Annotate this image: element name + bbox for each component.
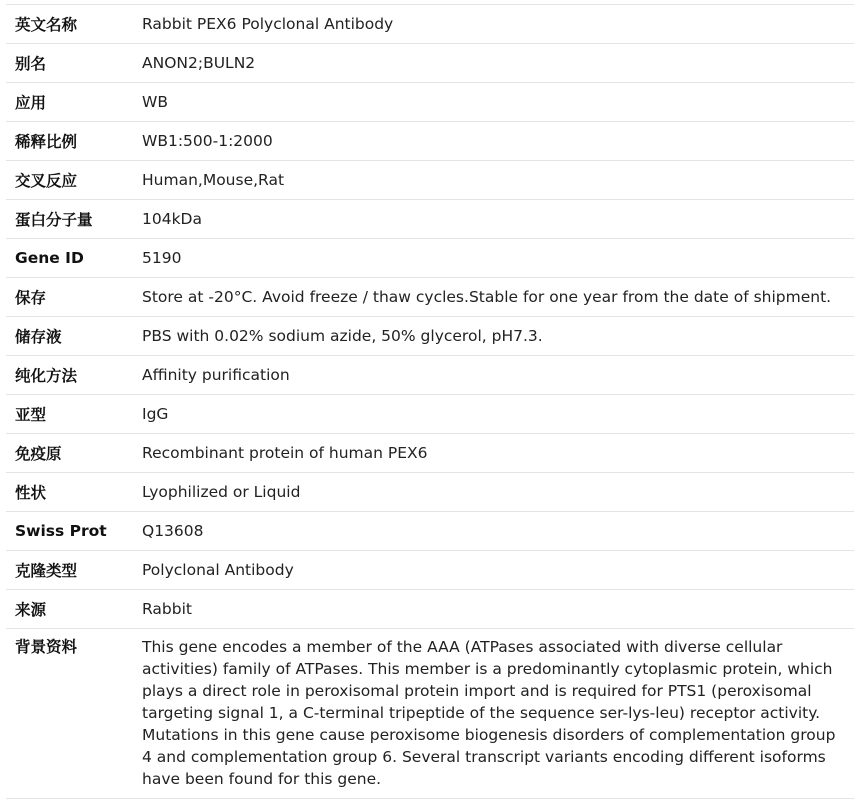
row-label: 性状 <box>15 484 47 502</box>
row-label: 储存液 <box>15 328 62 346</box>
table-row <box>6 200 854 239</box>
table-row <box>6 239 854 278</box>
table-row <box>6 122 854 161</box>
table-row <box>6 629 854 799</box>
row-value: Human,Mouse,Rat <box>142 171 285 189</box>
row-value: PBS with 0.02% sodium azide, 50% glycerol, pH7.3. <box>142 327 543 345</box>
row-value: Rabbit PEX6 Polyclonal Antibody <box>142 15 394 33</box>
table-row <box>6 512 854 551</box>
row-label: 纯化方法 <box>15 367 78 385</box>
row-label: 亚型 <box>15 406 47 424</box>
row-value: WB1:500-1:2000 <box>142 132 273 150</box>
row-value: Affinity purification <box>142 366 290 384</box>
row-label: 稀释比例 <box>15 133 78 151</box>
table-row <box>6 83 854 122</box>
table-row <box>6 278 854 317</box>
row-value: Recombinant protein of human PEX6 <box>142 444 428 462</box>
row-label: 交叉反应 <box>15 172 78 190</box>
table-row <box>6 473 854 512</box>
table-row <box>6 590 854 629</box>
table-row <box>6 317 854 356</box>
row-label: 背景资料 <box>15 638 78 656</box>
row-label: 应用 <box>15 94 47 112</box>
product-spec-table <box>6 4 854 799</box>
row-label: Swiss Prot <box>15 522 107 540</box>
row-label: 克隆类型 <box>15 562 78 580</box>
row-value: This gene encodes a member of the AAA (ATPases associated with diverse cellular activities) family of ATPases. This member is a predominantly cytoplasmic protein, which plays a direct role in peroxisomal protein import and is required for PTS1 (peroxisomal targeting signal 1, a C-terminal tripeptide of the sequence ser-lys-leu) receptor activity. Mutations in this gene cause peroxisome biogenesis disorders of complementation group 4 and complementation group 6. Several transcript variants encoding different isoforms have been found for this gene. <box>142 638 836 788</box>
row-label: 来源 <box>15 601 47 619</box>
table-row <box>6 161 854 200</box>
row-value: WB <box>142 93 168 111</box>
table-row <box>6 44 854 83</box>
row-value: 5190 <box>142 249 182 267</box>
table-row <box>6 551 854 590</box>
row-label: 保存 <box>15 289 47 307</box>
row-value: Q13608 <box>142 522 204 540</box>
row-label: 免疫原 <box>15 445 62 463</box>
row-value: IgG <box>142 405 169 423</box>
row-label: 别名 <box>15 55 47 73</box>
row-value: ANON2;BULN2 <box>142 54 256 72</box>
table-row <box>6 356 854 395</box>
row-value: Rabbit <box>142 600 192 618</box>
row-value: 104kDa <box>142 210 202 228</box>
table-row <box>6 5 854 44</box>
row-label: 英文名称 <box>15 16 78 34</box>
table-row <box>6 395 854 434</box>
table-row <box>6 434 854 473</box>
row-label: Gene ID <box>15 249 84 267</box>
row-value: Lyophilized or Liquid <box>142 483 301 501</box>
row-value: Polyclonal Antibody <box>142 561 294 579</box>
row-label: 蛋白分子量 <box>15 211 93 229</box>
row-value: Store at -20°C. Avoid freeze / thaw cycles.Stable for one year from the date of shipment. <box>142 288 832 306</box>
